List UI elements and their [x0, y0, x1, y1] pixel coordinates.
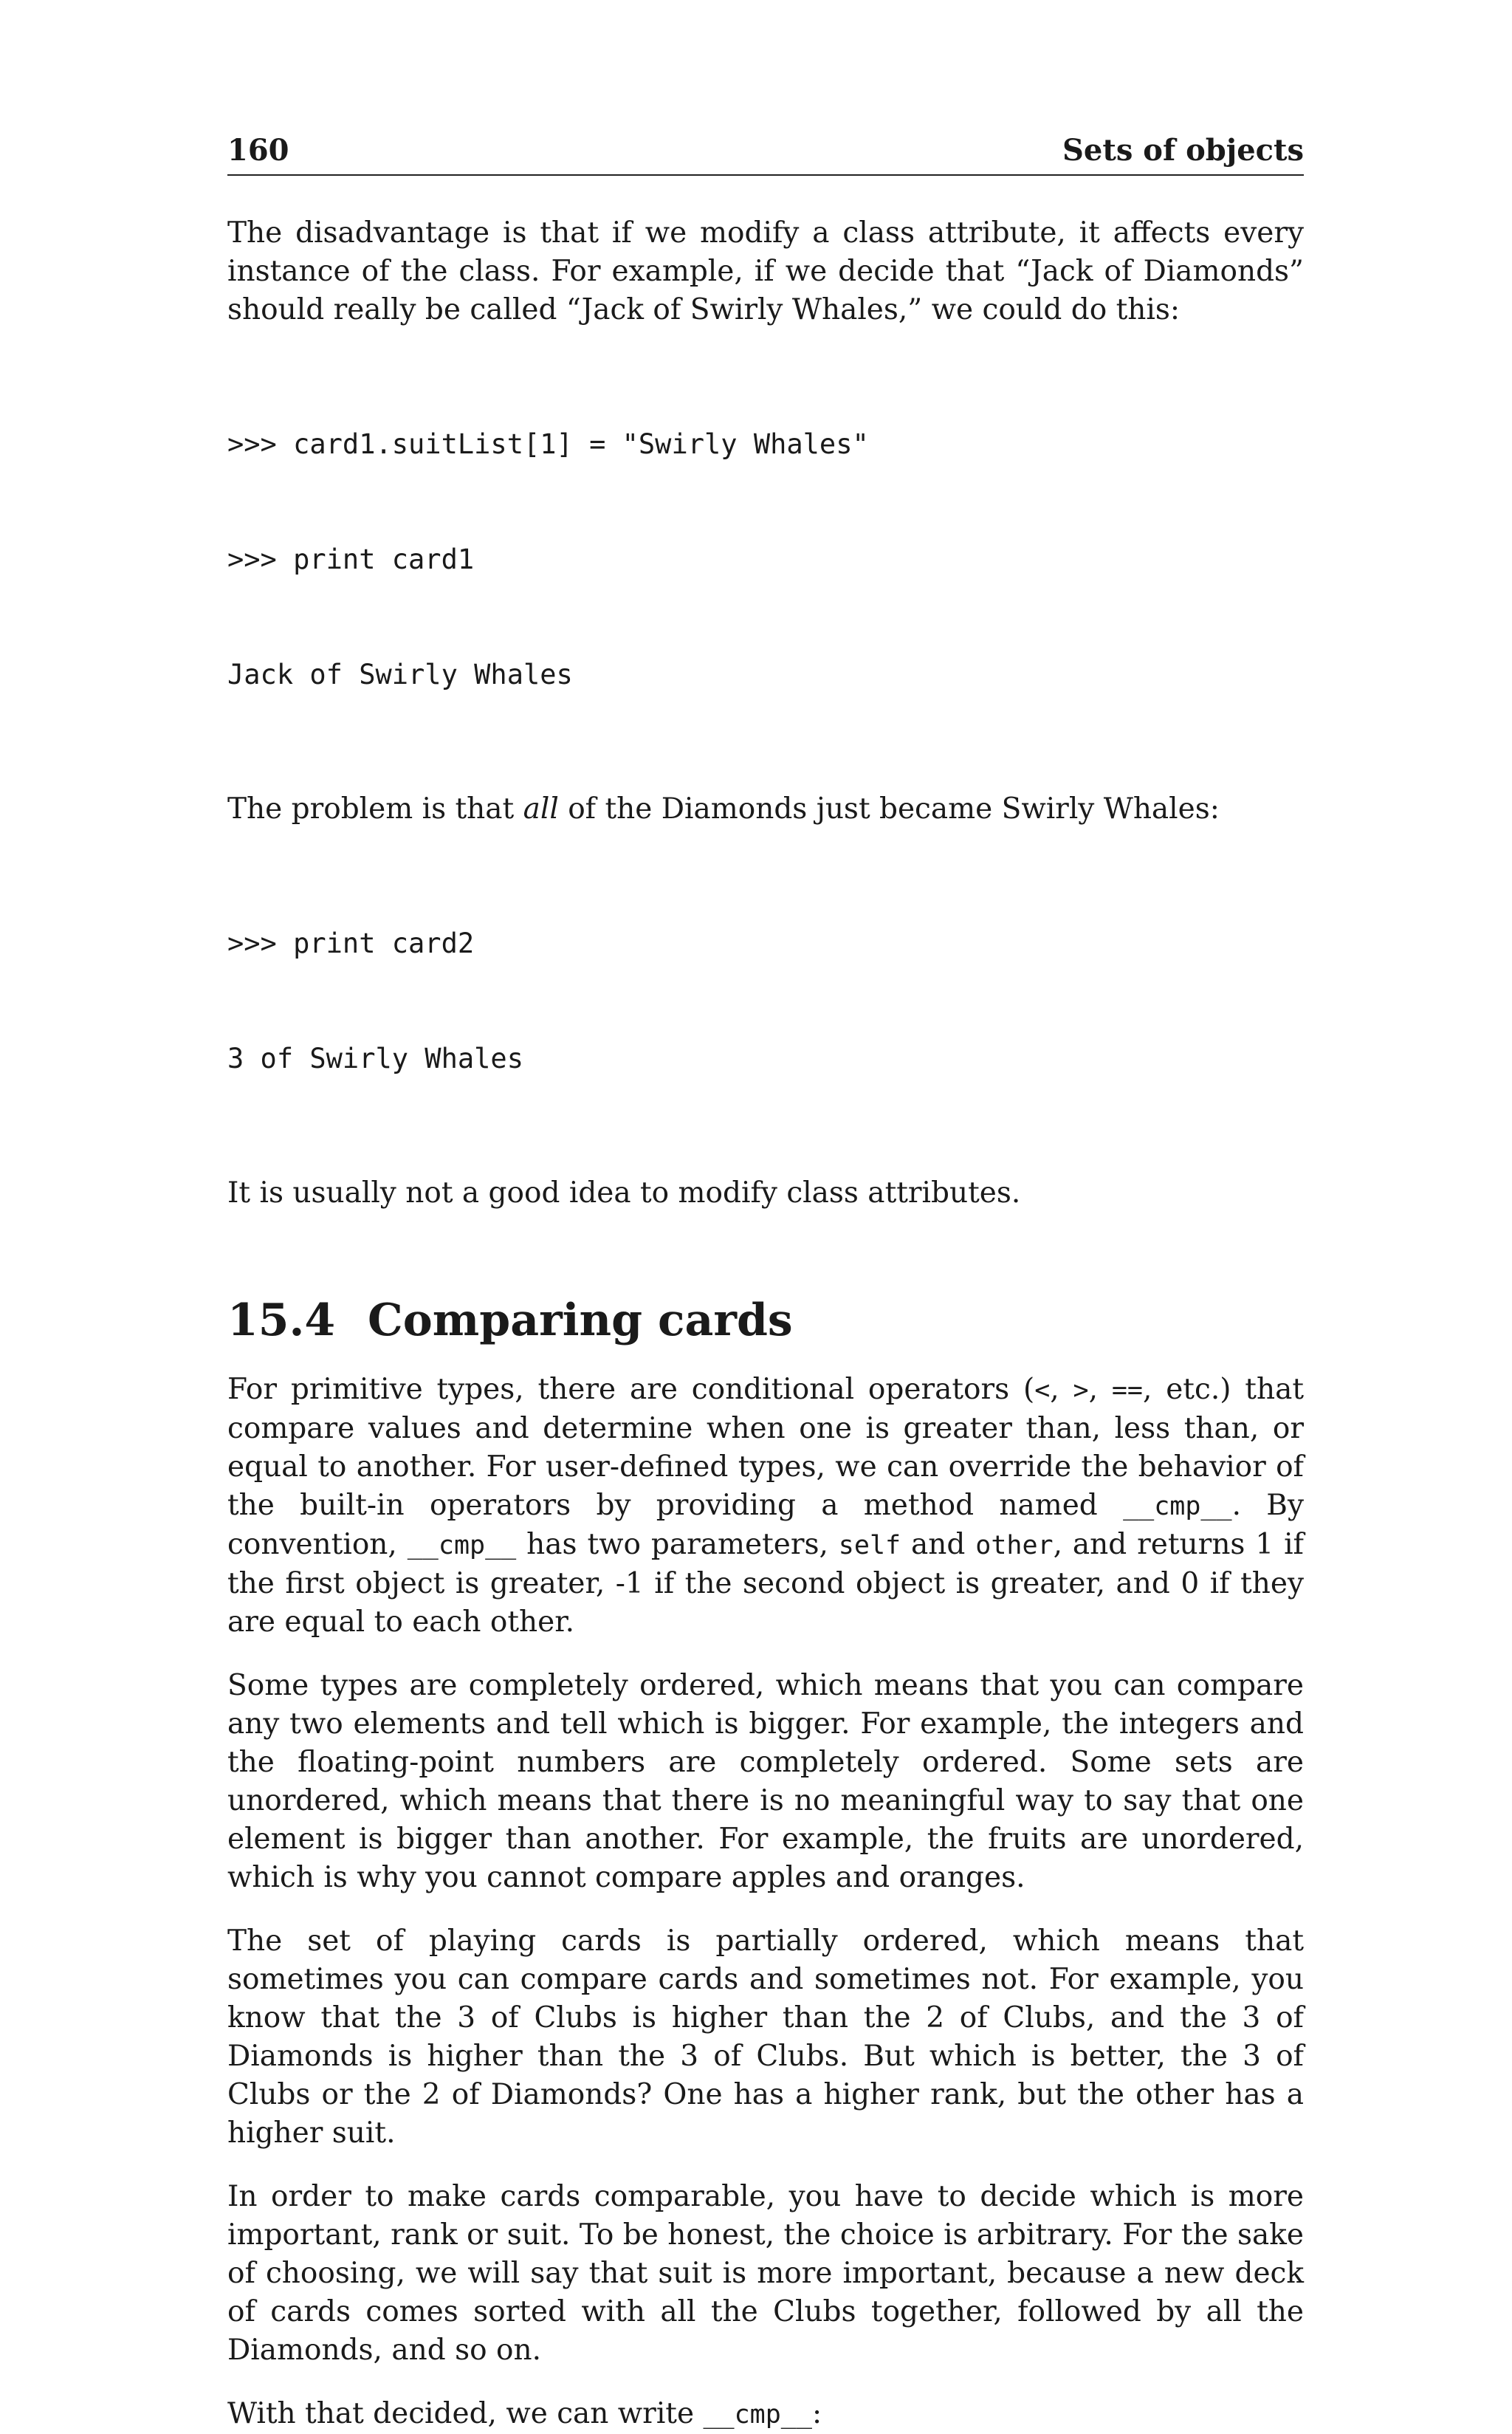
code-cmp-method: __cmp__ [1123, 1492, 1232, 1521]
code-block-print-card2 [227, 848, 1304, 1155]
text-run: , [1088, 1373, 1112, 1406]
section-number: 15.4 [227, 1295, 336, 1346]
running-header [227, 133, 1304, 176]
text-run: , and returns 1 if the first object is greater, -1 if the second object is greater, and 0 if they are equal to each other. [227, 1528, 1304, 1639]
code-block-modify-suitlist [227, 349, 1304, 771]
emphasis-all: all [523, 792, 559, 826]
code-line: 3 of Swirly Whales [227, 1043, 523, 1074]
code-line: >>> print card2 [227, 928, 475, 959]
paragraph-all-diamonds [227, 790, 1304, 829]
text-run: . By convention, [227, 1489, 1304, 1561]
code-equals: == [1111, 1376, 1143, 1405]
section-heading [227, 1294, 1304, 1347]
text-run: , [1050, 1373, 1073, 1406]
section-title-text: Comparing cards [368, 1295, 793, 1346]
text-run: and [901, 1528, 976, 1561]
code-self: self [838, 1531, 901, 1560]
text-run: The problem is that [227, 792, 523, 826]
text-run: For primitive types, there are conditional operators ( [227, 1373, 1035, 1406]
text-run: of the Diamonds just became Swirly Whales: [558, 792, 1220, 826]
chapter-title: Sets of objects [1062, 133, 1304, 168]
code-less-than: < [1034, 1376, 1051, 1405]
text-run: , etc.) that compare values and determine when one is greater than, less than, or equal to another. For user-defined types, we can override the behavior of the built-in operators by providing a method named [227, 1373, 1304, 1522]
code-cmp-method: __cmp__ [407, 1531, 517, 1560]
page-number: 160 [227, 133, 289, 168]
code-cmp-method: __cmp__ [703, 2400, 812, 2430]
code-line: >>> card1.suitList[1] = "Swirly Whales" [227, 428, 869, 460]
text-run: With that decided, we can write [227, 2397, 704, 2430]
text-run: has two parameters, [516, 1528, 839, 1561]
code-line: Jack of Swirly Whales [227, 659, 573, 690]
paragraph-class-attribute-disadvantage: The disadvantage is that if we modify a class attribute, it affects every instance of the class. For example, if we decide that “Jack of Diamonds” should really be called “Jack of Swirly Whales,” we could do this: [227, 216, 1304, 326]
paragraph-completely-ordered: Some types are completely ordered, which means that you can compare any two elements and tell which is bigger. For example, the integers and the floating-point numbers are completely ordered. Some sets are unordered, which means that there is no meaningful way to say that one element is bigger than another. For example, the fruits are unordered, which is why you cannot compare apples and oranges. [227, 1669, 1304, 1894]
code-greater-than: > [1073, 1376, 1089, 1405]
paragraph-write-cmp [227, 2395, 1304, 2434]
paragraph-comparable: In order to make cards comparable, you have to decide which is more important, rank or suit. To be honest, the choice is arbitrary. For the sake of choosing, we will say that suit is more important, because a new deck of cards comes sorted with all the Clubs together, followed by all the Diamonds, and so on. [227, 2180, 1304, 2367]
code-line: >>> print card1 [227, 544, 475, 575]
paragraph-conditional-operators [227, 1371, 1304, 1642]
code-other: other [975, 1531, 1054, 1560]
book-page [227, 133, 1304, 2434]
text-run: : [811, 2397, 822, 2430]
paragraph-partially-ordered: The set of playing cards is partially ordered, which means that sometimes you can compare cards and sometimes not. For example, you know that the 3 of Clubs is higher than the 2 of Clubs, and the 3 of Diamonds is higher than the 3 of Clubs. But which is better, the 3 of Clubs or the 2 of Diamonds? One has a higher rank, but the other has a higher suit. [227, 1924, 1304, 2150]
paragraph-not-good-idea: It is usually not a good idea to modify class attributes. [227, 1176, 1021, 1210]
